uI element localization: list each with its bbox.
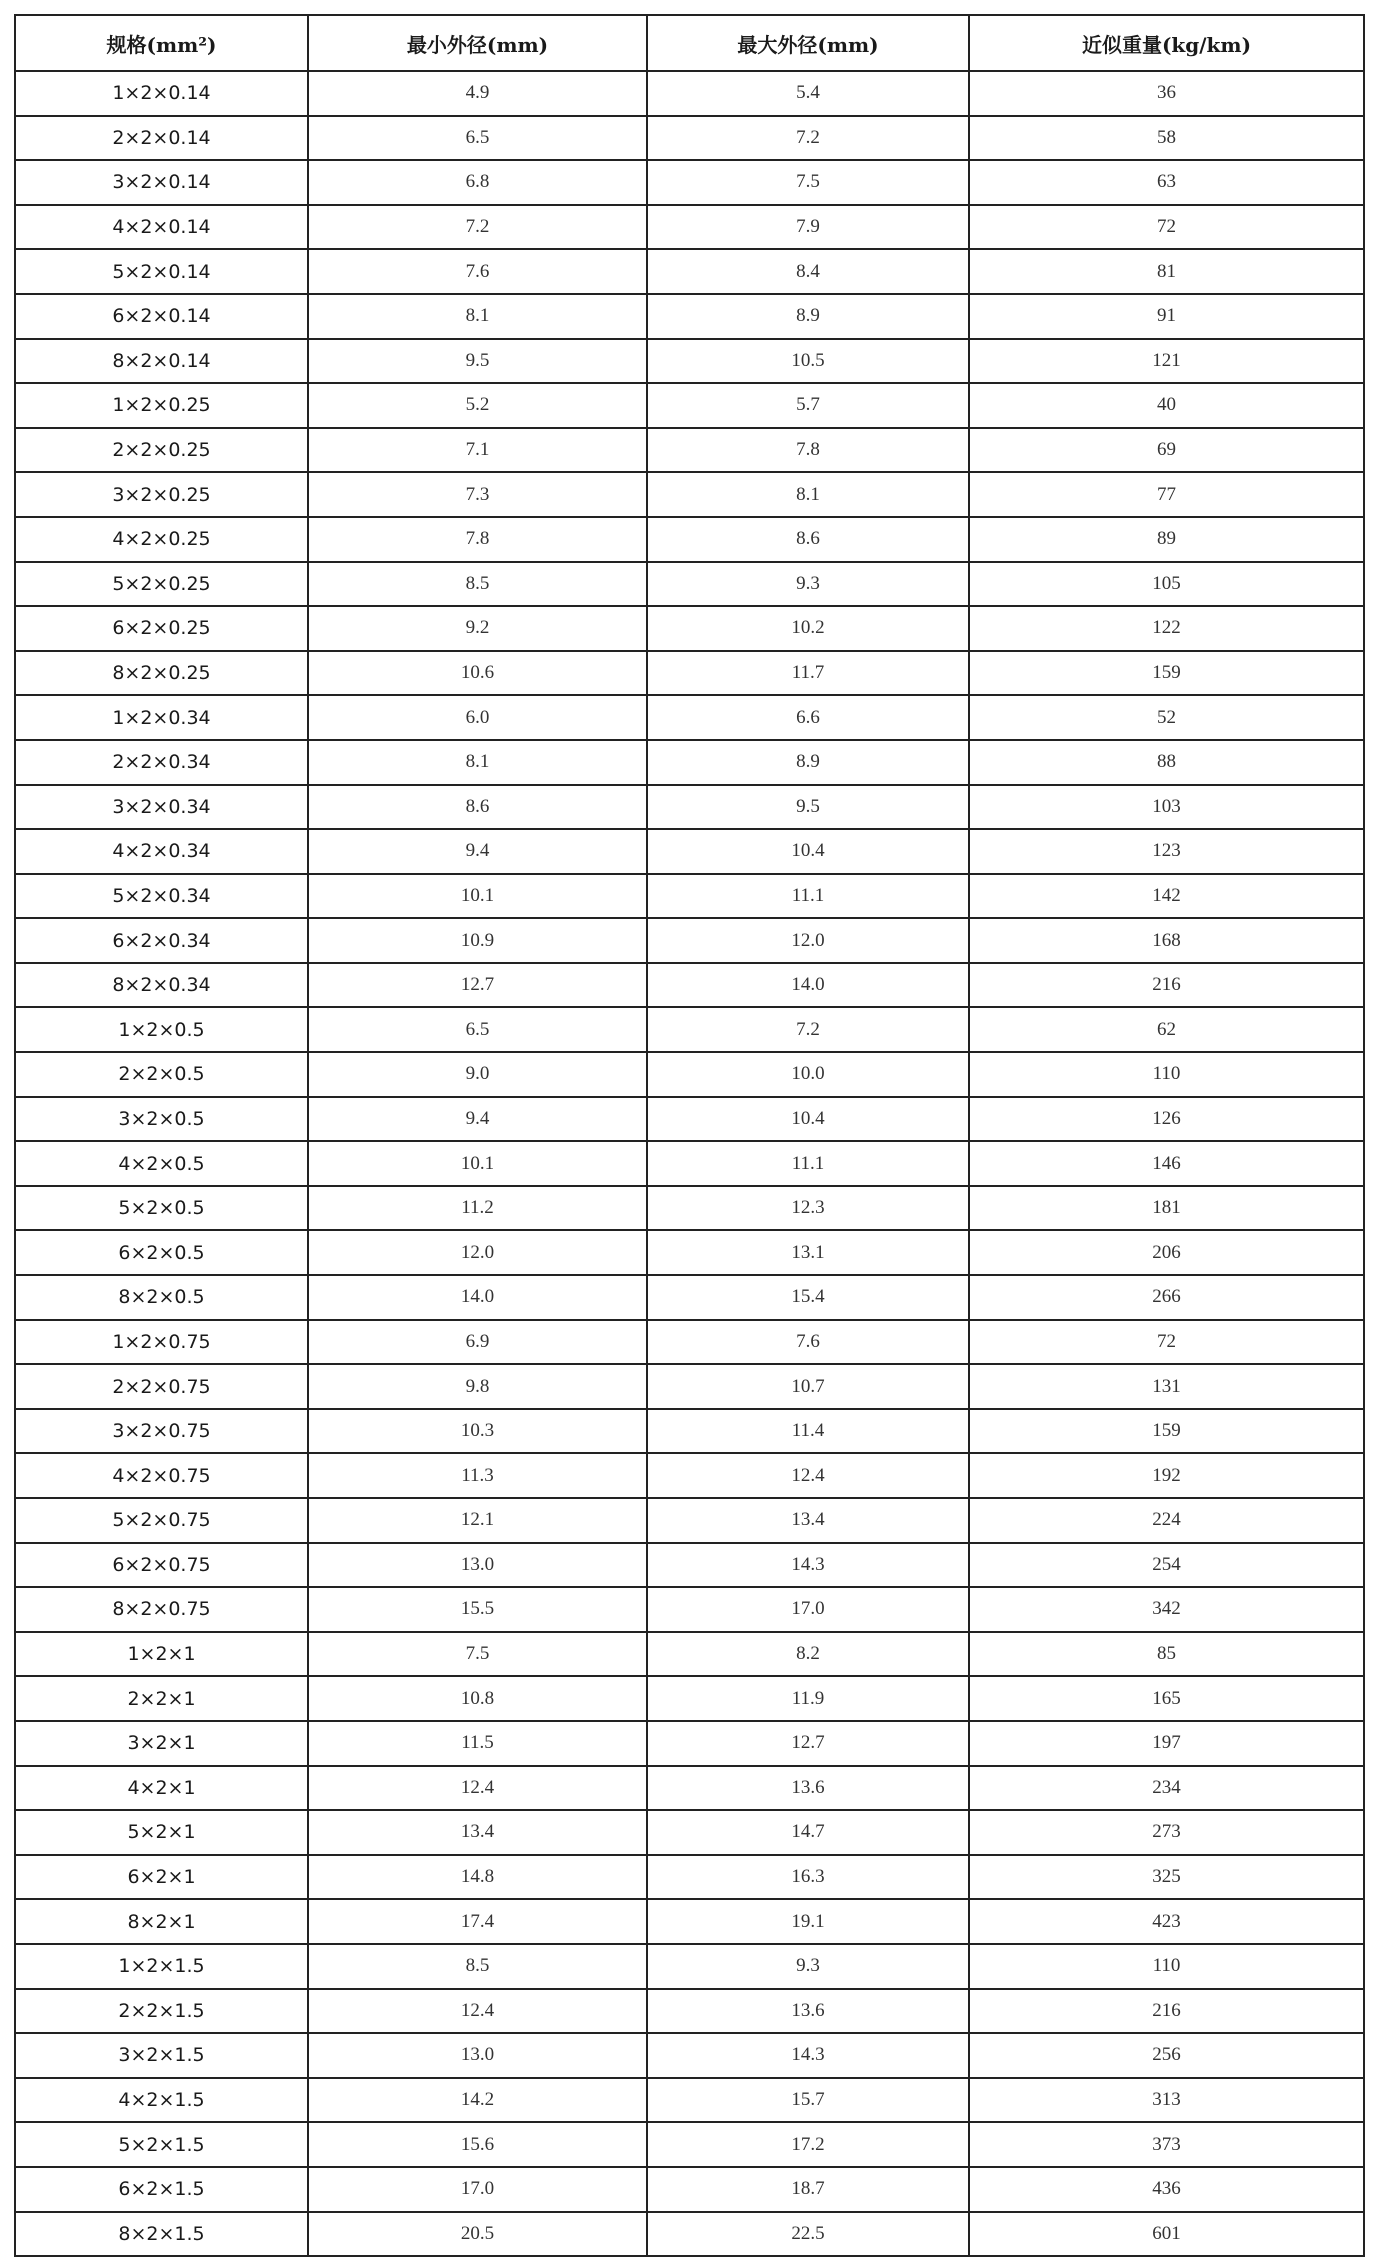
table-row — [15, 1186, 1364, 1231]
cell-max-outer-diameter: 9.5 — [647, 785, 969, 830]
table-row — [15, 1275, 1364, 1320]
cell-approx-weight: 234 — [969, 1766, 1364, 1811]
cell-max-outer-diameter: 7.6 — [647, 1320, 969, 1365]
cell-specification: 4×2×1.5 — [15, 2078, 308, 2123]
cell-approx-weight: 181 — [969, 1186, 1364, 1231]
table-row — [15, 71, 1364, 116]
header-specification: 规格(mm²) — [15, 15, 308, 71]
cell-max-outer-diameter: 16.3 — [647, 1855, 969, 1900]
cell-min-outer-diameter: 13.0 — [308, 2033, 647, 2078]
cell-specification: 6×2×0.14 — [15, 294, 308, 339]
table-row — [15, 428, 1364, 473]
cell-max-outer-diameter: 8.9 — [647, 294, 969, 339]
cell-specification: 1×2×1 — [15, 1632, 308, 1677]
cell-max-outer-diameter: 14.7 — [647, 1810, 969, 1855]
cell-approx-weight: 601 — [969, 2212, 1364, 2257]
table-row — [15, 2033, 1364, 2078]
cell-min-outer-diameter: 5.2 — [308, 383, 647, 428]
cell-max-outer-diameter: 12.4 — [647, 1453, 969, 1498]
table-row — [15, 1453, 1364, 1498]
cell-approx-weight: 373 — [969, 2122, 1364, 2167]
cell-approx-weight: 192 — [969, 1453, 1364, 1498]
cell-min-outer-diameter: 7.8 — [308, 517, 647, 562]
cell-approx-weight: 52 — [969, 695, 1364, 740]
cell-max-outer-diameter: 11.9 — [647, 1676, 969, 1721]
cell-min-outer-diameter: 6.0 — [308, 695, 647, 740]
table-row — [15, 740, 1364, 785]
table-row — [15, 651, 1364, 696]
cell-specification: 2×2×0.34 — [15, 740, 308, 785]
header-approx-weight: 近似重量(kg/km) — [969, 15, 1364, 71]
cell-approx-weight: 197 — [969, 1721, 1364, 1766]
cell-min-outer-diameter: 6.9 — [308, 1320, 647, 1365]
table-row — [15, 1899, 1364, 1944]
cell-max-outer-diameter: 8.2 — [647, 1632, 969, 1677]
cell-min-outer-diameter: 6.8 — [308, 160, 647, 205]
cell-approx-weight: 313 — [969, 2078, 1364, 2123]
cell-specification: 1×2×0.75 — [15, 1320, 308, 1365]
cell-approx-weight: 62 — [969, 1007, 1364, 1052]
cell-specification: 5×2×0.14 — [15, 249, 308, 294]
cell-min-outer-diameter: 8.1 — [308, 740, 647, 785]
cell-specification: 5×2×0.5 — [15, 1186, 308, 1231]
cell-approx-weight: 126 — [969, 1097, 1364, 1142]
cell-max-outer-diameter: 12.7 — [647, 1721, 969, 1766]
cell-max-outer-diameter: 7.9 — [647, 205, 969, 250]
cell-approx-weight: 105 — [969, 562, 1364, 607]
cell-approx-weight: 89 — [969, 517, 1364, 562]
cell-specification: 6×2×0.25 — [15, 606, 308, 651]
cell-approx-weight: 110 — [969, 1944, 1364, 1989]
cell-approx-weight: 224 — [969, 1498, 1364, 1543]
cell-approx-weight: 216 — [969, 963, 1364, 1008]
cell-approx-weight: 72 — [969, 1320, 1364, 1365]
cell-specification: 8×2×1 — [15, 1899, 308, 1944]
table-header-row — [15, 15, 1364, 71]
cell-max-outer-diameter: 8.6 — [647, 517, 969, 562]
cell-approx-weight: 69 — [969, 428, 1364, 473]
cell-min-outer-diameter: 13.4 — [308, 1810, 647, 1855]
table-row — [15, 383, 1364, 428]
cell-specification: 2×2×0.75 — [15, 1364, 308, 1409]
cell-min-outer-diameter: 11.3 — [308, 1453, 647, 1498]
cell-min-outer-diameter: 9.4 — [308, 829, 647, 874]
cell-specification: 6×2×1.5 — [15, 2167, 308, 2212]
cell-approx-weight: 131 — [969, 1364, 1364, 1409]
cell-max-outer-diameter: 10.7 — [647, 1364, 969, 1409]
cell-specification: 3×2×0.75 — [15, 1409, 308, 1454]
cell-min-outer-diameter: 6.5 — [308, 116, 647, 161]
table-row — [15, 1409, 1364, 1454]
table-row — [15, 562, 1364, 607]
cell-min-outer-diameter: 8.6 — [308, 785, 647, 830]
cell-approx-weight: 206 — [969, 1230, 1364, 1275]
table-row — [15, 1052, 1364, 1097]
cell-max-outer-diameter: 10.5 — [647, 339, 969, 384]
cell-min-outer-diameter: 12.4 — [308, 1766, 647, 1811]
header-min-outer-diameter: 最小外径(mm) — [308, 15, 647, 71]
cell-min-outer-diameter: 9.5 — [308, 339, 647, 384]
cell-specification: 4×2×0.14 — [15, 205, 308, 250]
table-row — [15, 1543, 1364, 1588]
cell-approx-weight: 77 — [969, 472, 1364, 517]
cell-min-outer-diameter: 15.5 — [308, 1587, 647, 1632]
cell-specification: 8×2×0.75 — [15, 1587, 308, 1632]
cell-max-outer-diameter: 10.2 — [647, 606, 969, 651]
table-row — [15, 1230, 1364, 1275]
cell-approx-weight: 325 — [969, 1855, 1364, 1900]
cell-specification: 8×2×0.5 — [15, 1275, 308, 1320]
cell-max-outer-diameter: 22.5 — [647, 2212, 969, 2257]
cell-specification: 8×2×0.34 — [15, 963, 308, 1008]
table-row — [15, 116, 1364, 161]
cell-min-outer-diameter: 7.6 — [308, 249, 647, 294]
cell-specification: 1×2×0.14 — [15, 71, 308, 116]
cell-specification: 4×2×0.34 — [15, 829, 308, 874]
cell-min-outer-diameter: 14.2 — [308, 2078, 647, 2123]
cell-min-outer-diameter: 12.0 — [308, 1230, 647, 1275]
cell-max-outer-diameter: 11.4 — [647, 1409, 969, 1454]
cell-max-outer-diameter: 10.0 — [647, 1052, 969, 1097]
cell-specification: 5×2×1.5 — [15, 2122, 308, 2167]
table-row — [15, 606, 1364, 651]
cell-max-outer-diameter: 5.7 — [647, 383, 969, 428]
table-row — [15, 1989, 1364, 2034]
table-row — [15, 249, 1364, 294]
cell-min-outer-diameter: 12.4 — [308, 1989, 647, 2034]
cell-approx-weight: 63 — [969, 160, 1364, 205]
cell-min-outer-diameter: 7.2 — [308, 205, 647, 250]
cell-min-outer-diameter: 9.0 — [308, 1052, 647, 1097]
cell-specification: 2×2×0.14 — [15, 116, 308, 161]
cell-max-outer-diameter: 10.4 — [647, 1097, 969, 1142]
cell-max-outer-diameter: 15.7 — [647, 2078, 969, 2123]
cell-approx-weight: 256 — [969, 2033, 1364, 2078]
header-max-outer-diameter: 最大外径(mm) — [647, 15, 969, 71]
table-row — [15, 1320, 1364, 1365]
cell-max-outer-diameter: 14.0 — [647, 963, 969, 1008]
cell-max-outer-diameter: 11.7 — [647, 651, 969, 696]
cell-specification: 2×2×1.5 — [15, 1989, 308, 2034]
cell-specification: 1×2×0.5 — [15, 1007, 308, 1052]
cell-min-outer-diameter: 13.0 — [308, 1543, 647, 1588]
cell-max-outer-diameter: 17.2 — [647, 2122, 969, 2167]
cell-approx-weight: 40 — [969, 383, 1364, 428]
table-row — [15, 1944, 1364, 1989]
table-row — [15, 2167, 1364, 2212]
table-row — [15, 2122, 1364, 2167]
table-row — [15, 1632, 1364, 1677]
table-row — [15, 1587, 1364, 1632]
cell-specification: 5×2×1 — [15, 1810, 308, 1855]
cell-max-outer-diameter: 13.1 — [647, 1230, 969, 1275]
cell-specification: 3×2×1.5 — [15, 2033, 308, 2078]
cell-min-outer-diameter: 9.4 — [308, 1097, 647, 1142]
cell-min-outer-diameter: 10.9 — [308, 918, 647, 963]
cell-approx-weight: 159 — [969, 1409, 1364, 1454]
cell-max-outer-diameter: 11.1 — [647, 874, 969, 919]
cell-max-outer-diameter: 19.1 — [647, 1899, 969, 1944]
cell-approx-weight: 121 — [969, 339, 1364, 384]
cell-approx-weight: 216 — [969, 1989, 1364, 2034]
cell-max-outer-diameter: 8.9 — [647, 740, 969, 785]
cell-max-outer-diameter: 12.0 — [647, 918, 969, 963]
table-row — [15, 918, 1364, 963]
cell-approx-weight: 273 — [969, 1810, 1364, 1855]
cell-min-outer-diameter: 10.1 — [308, 1141, 647, 1186]
cell-approx-weight: 81 — [969, 249, 1364, 294]
cell-max-outer-diameter: 8.1 — [647, 472, 969, 517]
table-row — [15, 1721, 1364, 1766]
table-row — [15, 339, 1364, 384]
cell-specification: 2×2×0.5 — [15, 1052, 308, 1097]
cell-min-outer-diameter: 10.1 — [308, 874, 647, 919]
cell-approx-weight: 142 — [969, 874, 1364, 919]
cell-approx-weight: 146 — [969, 1141, 1364, 1186]
cell-min-outer-diameter: 12.1 — [308, 1498, 647, 1543]
cell-specification: 8×2×1.5 — [15, 2212, 308, 2257]
cell-min-outer-diameter: 17.4 — [308, 1899, 647, 1944]
cell-max-outer-diameter: 14.3 — [647, 2033, 969, 2078]
cell-approx-weight: 58 — [969, 116, 1364, 161]
cell-specification: 5×2×0.34 — [15, 874, 308, 919]
table-row — [15, 1766, 1364, 1811]
cell-min-outer-diameter: 8.5 — [308, 1944, 647, 1989]
cell-max-outer-diameter: 8.4 — [647, 249, 969, 294]
cell-max-outer-diameter: 18.7 — [647, 2167, 969, 2212]
table-body — [15, 71, 1364, 2256]
cell-specification: 4×2×0.5 — [15, 1141, 308, 1186]
cell-min-outer-diameter: 10.8 — [308, 1676, 647, 1721]
cell-specification: 4×2×1 — [15, 1766, 308, 1811]
cell-specification: 1×2×1.5 — [15, 1944, 308, 1989]
cell-min-outer-diameter: 8.5 — [308, 562, 647, 607]
cell-min-outer-diameter: 4.9 — [308, 71, 647, 116]
cell-approx-weight: 122 — [969, 606, 1364, 651]
table-row — [15, 294, 1364, 339]
cell-specification: 4×2×0.75 — [15, 1453, 308, 1498]
cell-specification: 6×2×0.75 — [15, 1543, 308, 1588]
cell-max-outer-diameter: 13.4 — [647, 1498, 969, 1543]
cell-specification: 3×2×1 — [15, 1721, 308, 1766]
table-row — [15, 785, 1364, 830]
cell-min-outer-diameter: 20.5 — [308, 2212, 647, 2257]
cell-specification: 1×2×0.25 — [15, 383, 308, 428]
table-row — [15, 517, 1364, 562]
cell-specification: 4×2×0.25 — [15, 517, 308, 562]
cell-max-outer-diameter: 7.2 — [647, 116, 969, 161]
cell-max-outer-diameter: 14.3 — [647, 1543, 969, 1588]
cell-approx-weight: 165 — [969, 1676, 1364, 1721]
table-row — [15, 1855, 1364, 1900]
cell-max-outer-diameter: 13.6 — [647, 1989, 969, 2034]
cell-approx-weight: 423 — [969, 1899, 1364, 1944]
cell-approx-weight: 103 — [969, 785, 1364, 830]
cell-approx-weight: 88 — [969, 740, 1364, 785]
cell-specification: 3×2×0.5 — [15, 1097, 308, 1142]
table-row — [15, 205, 1364, 250]
cell-specification: 2×2×1 — [15, 1676, 308, 1721]
table-row — [15, 160, 1364, 205]
cell-approx-weight: 168 — [969, 918, 1364, 963]
cell-specification: 6×2×0.5 — [15, 1230, 308, 1275]
cell-min-outer-diameter: 17.0 — [308, 2167, 647, 2212]
table-row — [15, 2212, 1364, 2257]
cell-max-outer-diameter: 12.3 — [647, 1186, 969, 1231]
cell-min-outer-diameter: 15.6 — [308, 2122, 647, 2167]
cell-approx-weight: 254 — [969, 1543, 1364, 1588]
cell-min-outer-diameter: 10.6 — [308, 651, 647, 696]
cell-specification: 3×2×0.25 — [15, 472, 308, 517]
cell-min-outer-diameter: 9.8 — [308, 1364, 647, 1409]
table-row — [15, 1810, 1364, 1855]
cell-min-outer-diameter: 10.3 — [308, 1409, 647, 1454]
cell-min-outer-diameter: 6.5 — [308, 1007, 647, 1052]
table-row — [15, 695, 1364, 740]
cell-specification: 5×2×0.25 — [15, 562, 308, 607]
cell-max-outer-diameter: 17.0 — [647, 1587, 969, 1632]
cell-approx-weight: 159 — [969, 651, 1364, 696]
table-row — [15, 2078, 1364, 2123]
cell-approx-weight: 342 — [969, 1587, 1364, 1632]
cell-min-outer-diameter: 14.8 — [308, 1855, 647, 1900]
cell-min-outer-diameter: 9.2 — [308, 606, 647, 651]
table-row — [15, 472, 1364, 517]
table-row — [15, 1097, 1364, 1142]
table-row — [15, 829, 1364, 874]
cell-max-outer-diameter: 7.2 — [647, 1007, 969, 1052]
cell-max-outer-diameter: 7.8 — [647, 428, 969, 473]
cell-specification: 1×2×0.34 — [15, 695, 308, 740]
cell-max-outer-diameter: 7.5 — [647, 160, 969, 205]
table-row — [15, 1676, 1364, 1721]
cable-spec-table — [14, 14, 1365, 2257]
cell-min-outer-diameter: 7.1 — [308, 428, 647, 473]
cell-specification: 6×2×0.34 — [15, 918, 308, 963]
cell-specification: 2×2×0.25 — [15, 428, 308, 473]
table-row — [15, 1364, 1364, 1409]
table-row — [15, 874, 1364, 919]
cell-approx-weight: 91 — [969, 294, 1364, 339]
cell-approx-weight: 123 — [969, 829, 1364, 874]
cell-approx-weight: 85 — [969, 1632, 1364, 1677]
cell-approx-weight: 266 — [969, 1275, 1364, 1320]
cell-max-outer-diameter: 10.4 — [647, 829, 969, 874]
cell-min-outer-diameter: 8.1 — [308, 294, 647, 339]
cell-approx-weight: 36 — [969, 71, 1364, 116]
cell-max-outer-diameter: 9.3 — [647, 562, 969, 607]
cell-min-outer-diameter: 7.3 — [308, 472, 647, 517]
table-row — [15, 963, 1364, 1008]
cell-min-outer-diameter: 11.5 — [308, 1721, 647, 1766]
table-row — [15, 1141, 1364, 1186]
cell-specification: 6×2×1 — [15, 1855, 308, 1900]
table-row — [15, 1498, 1364, 1543]
cell-specification: 5×2×0.75 — [15, 1498, 308, 1543]
cell-max-outer-diameter: 13.6 — [647, 1766, 969, 1811]
cell-specification: 3×2×0.14 — [15, 160, 308, 205]
cell-max-outer-diameter: 15.4 — [647, 1275, 969, 1320]
cell-max-outer-diameter: 11.1 — [647, 1141, 969, 1186]
cell-approx-weight: 436 — [969, 2167, 1364, 2212]
cell-max-outer-diameter: 5.4 — [647, 71, 969, 116]
cell-max-outer-diameter: 9.3 — [647, 1944, 969, 1989]
cell-specification: 8×2×0.14 — [15, 339, 308, 384]
cell-specification: 3×2×0.34 — [15, 785, 308, 830]
cell-min-outer-diameter: 12.7 — [308, 963, 647, 1008]
table-row — [15, 1007, 1364, 1052]
cell-max-outer-diameter: 6.6 — [647, 695, 969, 740]
cell-min-outer-diameter: 14.0 — [308, 1275, 647, 1320]
cell-min-outer-diameter: 7.5 — [308, 1632, 647, 1677]
cell-approx-weight: 72 — [969, 205, 1364, 250]
cell-min-outer-diameter: 11.2 — [308, 1186, 647, 1231]
cell-approx-weight: 110 — [969, 1052, 1364, 1097]
cell-specification: 8×2×0.25 — [15, 651, 308, 696]
